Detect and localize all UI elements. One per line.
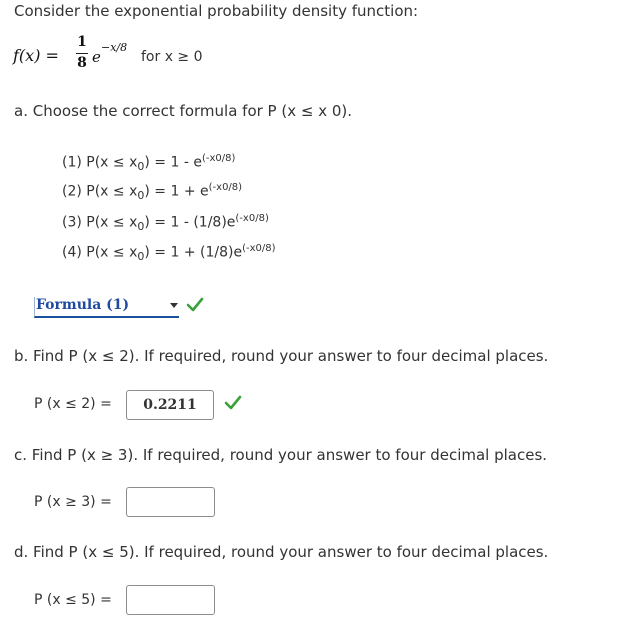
pdf-lhs: f(x) = [13,46,59,65]
intro-text: Consider the exponential probability density function: [14,2,419,20]
part-d-answer-input[interactable] [126,585,215,615]
formula-option-4: (4) $P(x \le x_0) = 1 + (1/8)e^{(-x0/8)}$ [62,243,276,263]
chevron-down-icon [170,303,178,308]
part-c-answer-input[interactable] [126,487,215,517]
part-d-label: P (x ≤ 5) = [34,592,112,608]
formula-select-value: Formula (1) [36,297,130,313]
pdf-fraction-bar [76,53,88,54]
part-c-question: c. Find P (x ≥ 3). If required, round your answer to four decimal places. [14,446,548,464]
check-icon [224,395,242,411]
part-b-answer-field[interactable]: 0.2211 [126,390,214,420]
pdf-denominator: 8 [77,55,87,71]
formula-option-1: (1) $P(x \le x_0) = 1 - e^{(-x0/8)}$ [62,153,236,173]
check-icon [186,297,204,313]
pdf-numerator: 1 [77,34,87,50]
formula-option-3: (3) $P(x \le x_0) = 1 - (1/8)e^{(-x0/8)}$ [62,213,269,233]
part-a-question: a. Choose the correct formula for P (x ≤ x 0). [14,102,353,120]
part-b-label: P (x ≤ 2) = [34,396,112,412]
formula-option-2: (2) $P(x \le x_0) = 1 + e^{(-x0/8)}$ [62,182,243,202]
formula-select-dropdown[interactable] [34,297,179,318]
pdf-base: e [92,48,101,66]
pdf-condition: for x ≥ 0 [141,49,203,65]
pdf-exponent: −x/8 [101,41,128,54]
part-c-label: P (x ≥ 3) = [34,494,112,510]
part-b-question: b. Find P (x ≤ 2). If required, round your answer to four decimal places. [14,347,549,365]
part-d-question: d. Find P (x ≤ 5). If required, round your answer to four decimal places. [14,543,549,561]
